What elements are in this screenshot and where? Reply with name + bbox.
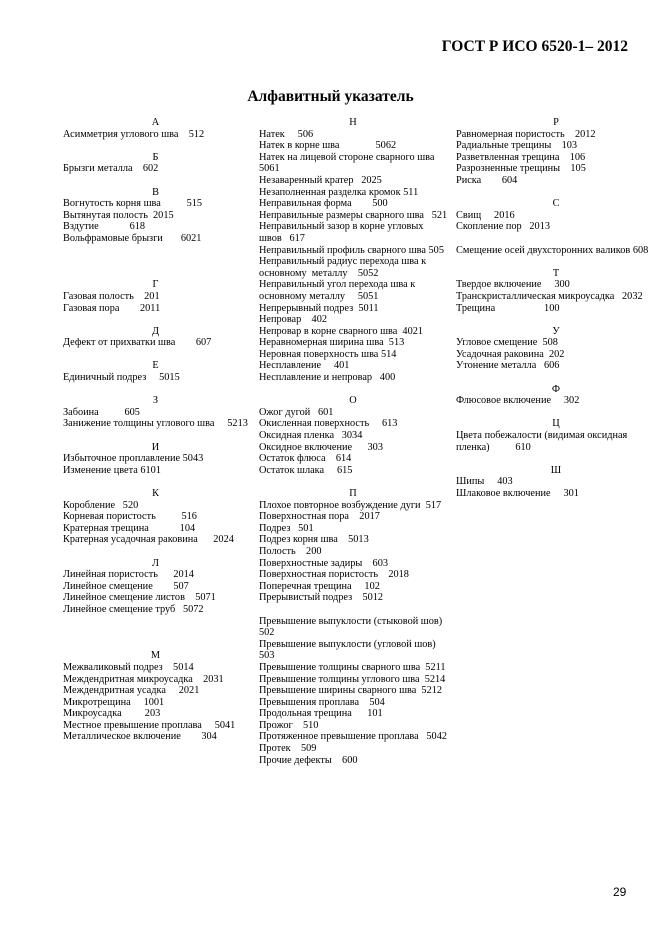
- index-entry: Корневая пористость 516: [63, 511, 197, 523]
- index-letter-heading: О: [349, 395, 357, 407]
- spacer: [63, 627, 248, 639]
- index-entry: Угловое смещение 508: [456, 337, 558, 349]
- index-letter-heading: Ц: [552, 418, 560, 430]
- spacer: [63, 639, 248, 651]
- spacer: [259, 604, 447, 616]
- index-entry: Неправильные размеры сварного шва 521: [259, 209, 448, 221]
- index-entry: Равномерная пористость 2012: [456, 128, 596, 140]
- index-entry: Ожог дугой 601: [259, 406, 334, 418]
- index-entry: Натек в корне шва 5062: [259, 140, 397, 152]
- index-entry: Радиальные трещины 103: [456, 140, 578, 152]
- index-entry: Неровная поверхность шва 514: [259, 348, 397, 360]
- spacer: [456, 372, 656, 384]
- index-entry: Подрез корня шва 5013: [259, 534, 369, 546]
- index-entry: Несплавление 401: [259, 360, 350, 372]
- index-entry: Шипы 403: [456, 476, 513, 488]
- spacer: [63, 245, 248, 257]
- index-entry: Дефект от прихватки шва 607: [63, 337, 212, 349]
- index-entry: Несплавление и непровар 400: [259, 372, 396, 384]
- index-column-1: [63, 117, 248, 743]
- spacer: [456, 256, 656, 268]
- index-entry: Микротрещина 1001: [63, 696, 165, 708]
- index-entry: Смещение осей двухсторонних валиков 608: [456, 244, 649, 256]
- index-entry: Линейное смещение 507: [63, 580, 189, 592]
- index-entry: Остаток шлака 615: [259, 464, 353, 476]
- index-entry: Вогнутость корня шва 515: [63, 198, 203, 210]
- index-entry: швов 617: [259, 232, 305, 244]
- spacer: [63, 384, 248, 396]
- index-column-2: [259, 117, 447, 766]
- index-letter-heading: И: [151, 441, 160, 453]
- index-entry: Оксидная пленка 3034: [259, 430, 363, 442]
- index-entry: Занижение толщины углового шва 5213: [63, 418, 248, 430]
- index-entry: Прочие дефекты 600: [259, 754, 358, 766]
- index-entry: Межваликовый подрез 5014: [63, 661, 194, 673]
- index-entry: Асимметрия углового шва 512: [63, 128, 205, 140]
- index-entry: Полость 200: [259, 545, 322, 557]
- index-entry: Междендритная микроусадка 2031: [63, 673, 224, 685]
- index-entry: Междендритная усадка 2021: [63, 685, 200, 697]
- index-entry: Превышение толщины сварного шва 5211: [259, 661, 446, 673]
- standard-designation: ГОСТ Р ИСО 6520-1– 2012: [441, 38, 628, 55]
- index-entry: Транскристаллическая микроусадка 2032: [456, 290, 643, 302]
- index-entry: Превышение толщины углового шва 5214: [259, 673, 446, 685]
- spacer: [63, 175, 248, 187]
- index-letter-heading: Н: [349, 117, 357, 128]
- index-letter-heading: Б: [152, 151, 159, 163]
- index-entry: Неправильный профиль сварного шва 505: [259, 244, 444, 256]
- index-letter-heading: А: [151, 117, 160, 128]
- index-letter-heading: Е: [152, 360, 159, 372]
- index-entry: Микроусадка 203: [63, 708, 161, 720]
- index-entry: основному металлу 5051: [259, 290, 379, 302]
- spacer: [259, 476, 447, 488]
- index-entry: Риска 604: [456, 174, 518, 186]
- index-entry: Превышение выпуклости (стыковой шов): [259, 615, 443, 627]
- index-entry: Свищ 2016: [456, 209, 515, 221]
- spacer: [456, 233, 656, 245]
- index-entry: Превышение выпуклости (угловой шов): [259, 638, 436, 650]
- index-letter-heading: З: [152, 395, 159, 407]
- index-entry: Протек 509: [259, 743, 317, 755]
- index-entry: Трещина 100: [456, 302, 560, 314]
- index-entry: пленка) 610: [456, 441, 531, 453]
- index-entry: Поверхностная пористость 2018: [259, 569, 409, 581]
- index-entry: Натек на лицевой стороне сварного шва: [259, 151, 435, 163]
- index-entry: Вздутие 618: [63, 221, 146, 233]
- index-entry: Коробление 520: [63, 499, 139, 511]
- index-entry: 502: [259, 627, 275, 639]
- index-entry: Местное превышение проплава 5041: [63, 719, 236, 731]
- index-entry: Избыточное проплавление 5043: [63, 453, 204, 465]
- index-entry: Вольфрамовые брызги 6021: [63, 232, 202, 244]
- index-entry: Неправильный зазор в корне угловых: [259, 221, 424, 233]
- index-entry: Скопление пор 2013: [456, 221, 551, 233]
- index-letter-heading: Ф: [551, 383, 561, 395]
- index-entry: Забоина 605: [63, 406, 140, 418]
- index-entry: Неправильный радиус перехода шва к: [259, 256, 427, 268]
- index-letter-heading: К: [152, 488, 159, 499]
- index-entry: Кратерная усадочная раковина 2024: [63, 534, 234, 546]
- spacer: [63, 314, 248, 326]
- index-entry: основному металлу 5052: [259, 267, 379, 279]
- index-entry: Шлаковое включение 301: [456, 488, 579, 499]
- index-entry: Брызги металла 602: [63, 163, 159, 175]
- spacer: [63, 256, 248, 268]
- index-entry: 5061: [259, 163, 280, 175]
- index-entry: Непровар в корне сварного шва 4021: [259, 325, 424, 337]
- index-entry: Металлическое включение 304: [63, 731, 217, 743]
- index-entry: Неправильный угол перехода шва к: [259, 279, 416, 291]
- index-letter-heading: Р: [553, 117, 559, 128]
- index-entry: 503: [259, 650, 275, 662]
- index-entry: Подрез 501: [259, 522, 314, 534]
- index-letter-heading: В: [152, 186, 159, 198]
- index-entry: Газовая полость 201: [63, 290, 160, 302]
- index-entry: Кратерная трещина 104: [63, 522, 196, 534]
- index-letter-heading: С: [552, 198, 560, 210]
- index-letter-heading: Ш: [550, 464, 562, 476]
- spacer: [63, 349, 248, 361]
- spacer: [63, 268, 248, 280]
- index-entry: Превышения проплава 504: [259, 696, 385, 708]
- spacer: [63, 546, 248, 558]
- index-letter-heading: Л: [152, 557, 159, 569]
- index-entry: Непровар 402: [259, 314, 328, 326]
- index-entry: Линейное смещение листов 5071: [63, 592, 216, 604]
- index-entry: Разветвленная трещина 106: [456, 151, 586, 163]
- spacer: [63, 616, 248, 628]
- spacer: [63, 140, 248, 152]
- index-letter-heading: Т: [552, 267, 560, 279]
- spacer: [259, 384, 447, 396]
- spacer: [456, 407, 656, 419]
- page-title: Алфавитный указатель: [247, 88, 414, 105]
- index-entry: Незаваренный кратер 2025: [259, 174, 382, 186]
- index-entry: Прерывистый подрез 5012: [259, 592, 384, 604]
- index-entry: Неправильная форма 500: [259, 198, 388, 210]
- index-entry: Натек 506: [259, 128, 314, 140]
- index-entry: Неравномерная ширина шва 513: [259, 337, 405, 349]
- index-entry: Незаполненная разделка кромок 511: [259, 186, 419, 198]
- index-entry: Вытянутая полость 2015: [63, 209, 174, 221]
- page-number: 29: [613, 885, 627, 899]
- index-letter-heading: Г: [152, 279, 159, 291]
- index-entry: Протяженное превышение проплава 5042: [259, 731, 447, 743]
- index-letter-heading: Д: [151, 325, 160, 337]
- spacer: [456, 453, 656, 465]
- index-entry: Газовая пора 2011: [63, 302, 161, 314]
- index-column-3: [456, 117, 656, 500]
- index-entry: Оксидное включение 303: [259, 441, 383, 453]
- index-entry: Цвета побежалости (видимая оксидная: [456, 430, 628, 442]
- index-entry: Единичный подрез 5015: [63, 372, 180, 384]
- index-entry: Остаток флюса 614: [259, 453, 352, 465]
- index-entry: Усадочная раковина 202: [456, 348, 565, 360]
- index-entry: Превышение ширины сварного шва 5212: [259, 685, 443, 697]
- index-entry: Разрозненные трещины 105: [456, 163, 586, 175]
- index-entry: Продольная трещина 101: [259, 708, 383, 720]
- index-entry: Флюсовое включение 302: [456, 395, 580, 407]
- index-entry: Прожог 510: [259, 719, 319, 731]
- index-entry: Линейное смещение труб 5072: [63, 603, 204, 615]
- spacer: [63, 476, 248, 488]
- index-entry: Поверхностная пора 2017: [259, 511, 380, 523]
- spacer: [456, 187, 656, 199]
- index-entry: Твердое включение 300: [456, 279, 570, 291]
- index-letter-heading: П: [349, 488, 357, 499]
- index-entry: Утонение металла 606: [456, 360, 560, 372]
- index-entry: Поверхностные задиры 603: [259, 557, 389, 569]
- index-entry: Окисленная поверхность 613: [259, 418, 398, 430]
- spacer: [63, 430, 248, 442]
- index-entry: Непрерывный подрез 5011: [259, 302, 379, 314]
- index-entry: Изменение цвета 6101: [63, 464, 161, 476]
- index-entry: Линейная пористость 2014: [63, 569, 194, 581]
- spacer: [456, 314, 656, 326]
- index-entry: Плохое повторное возбуждение дуги 517: [259, 499, 442, 511]
- index-letter-heading: У: [552, 325, 560, 337]
- index-entry: Поперечная трещина 102: [259, 580, 380, 592]
- index-letter-heading: М: [150, 650, 161, 662]
